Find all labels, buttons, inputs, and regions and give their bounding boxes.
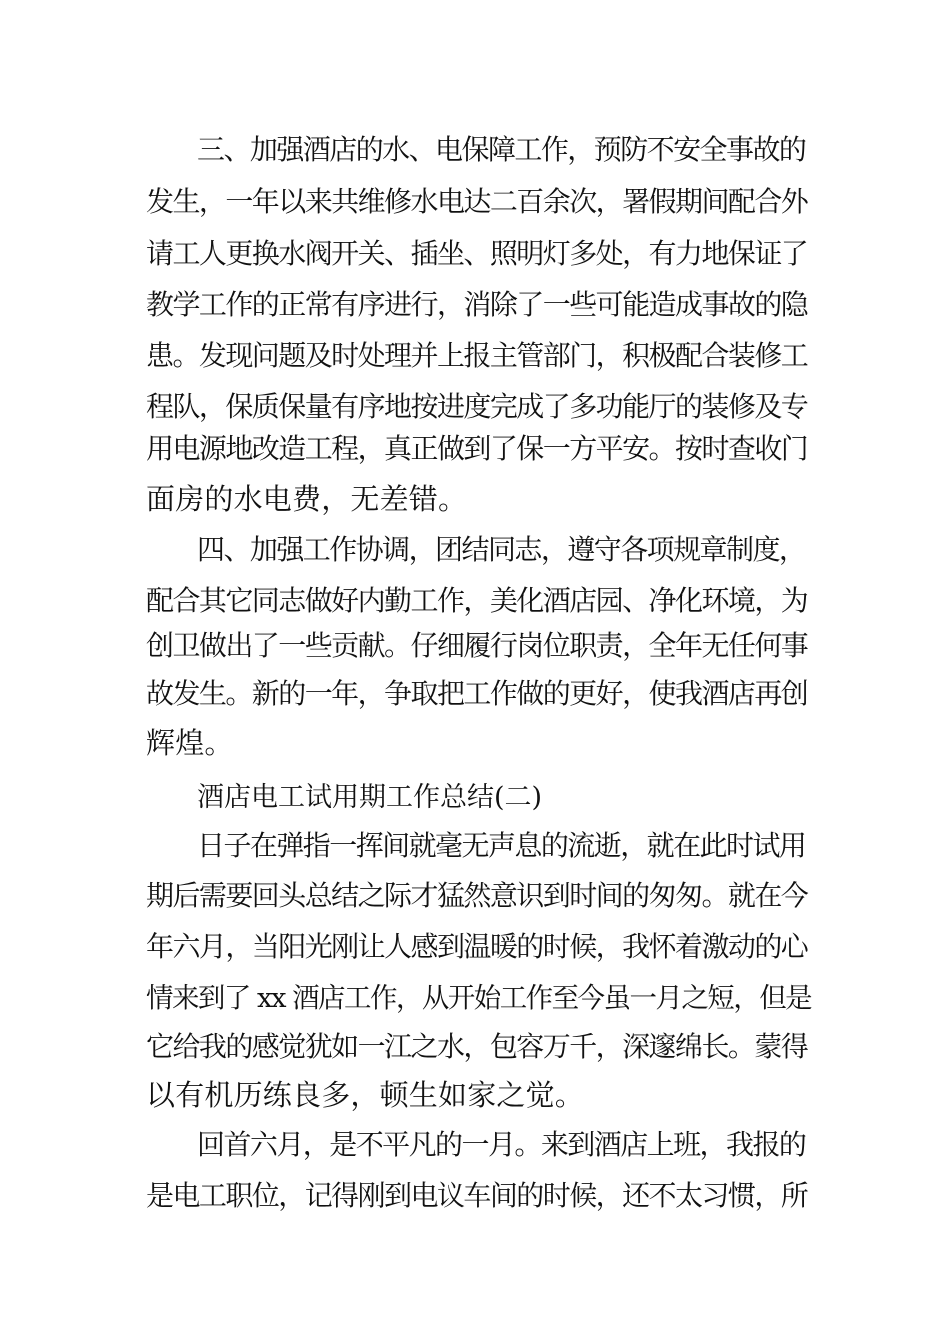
paragraph-5-line-6: 以有机历练良多，顿生如家之觉。	[146, 1078, 585, 1112]
paragraph-3-line-6: 程队，保质保量有序地按进度完成了多功能厅的装修及专	[146, 390, 808, 423]
paragraph-4-line-3: 创卫做出了一些贡献。仔细履行岗位职责，全年无任何事	[146, 629, 808, 662]
paragraph-5-line-5: 它给我的感觉犹如一江之水，包容万千，深邃绵长。蒙得	[146, 1030, 808, 1063]
paragraph-4-line-5: 辉煌。	[146, 726, 234, 760]
paragraph-5-line-4: 情来到了 xx 酒店工作，从开始工作至今虽一月之短，但是	[146, 982, 812, 1014]
paragraph-6-line-2: 是电工职位，记得刚到电议车间的时候，还不太习惯，所	[146, 1179, 808, 1212]
paragraph-3-line-5: 患。发现问题及时处理并上报主管部门，积极配合装修工	[146, 339, 808, 372]
paragraph-3-line-3: 请工人更换水阀开关、插坐、照明灯多处，有力地保证了	[146, 237, 808, 270]
paragraph-3-line-1: 三、加强酒店的水、电保障工作，预防不安全事故的	[197, 133, 806, 166]
paragraph-5-line-2: 期后需要回头总结之际才猛然意识到时间的匆匆。就在今	[146, 879, 808, 912]
paragraph-4-line-2: 配合其它同志做好内勤工作，美化酒店园、净化环境，为	[146, 584, 808, 617]
paragraph-3-line-7: 用电源地改造工程，真正做到了保一方平安。按时查收门	[146, 432, 808, 465]
paragraph-3-line-2: 发生，一年以来共维修水电达二百余次，署假期间配合外	[146, 185, 808, 218]
paragraph-6-line-1: 回首六月，是不平凡的一月。来到酒店上班，我报的	[197, 1128, 806, 1161]
paragraph-5-line-1: 日子在弹指一挥间就毫无声息的流逝，就在此时试用	[197, 829, 806, 862]
section-heading: 酒店电工试用期工作总结(二)	[197, 782, 543, 813]
paragraph-4-line-1: 四、加强工作协调，团结同志，遵守各项规章制度，	[197, 533, 806, 566]
paragraph-3-line-8: 面房的水电费，无差错。	[146, 482, 468, 516]
paragraph-5-line-3: 年六月，当阳光刚让人感到温暖的时候，我怀着激动的心	[146, 930, 808, 963]
paragraph-3-line-4: 教学工作的正常有序进行，消除了一些可能造成事故的隐	[146, 288, 808, 321]
paragraph-4-line-4: 故发生。新的一年，争取把工作做的更好，使我酒店再创	[146, 677, 808, 710]
